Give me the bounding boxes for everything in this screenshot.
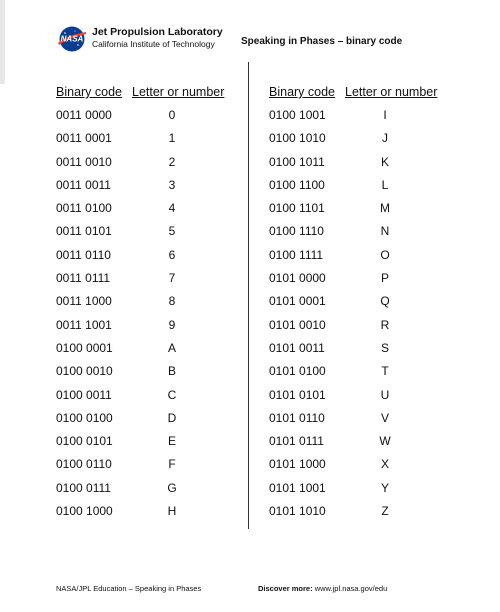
binary-code-cell: 0101 0110 [269, 410, 325, 425]
binary-code-cell: 0100 1000 [56, 504, 113, 519]
letter-number-cell: 5 [168, 224, 176, 239]
binary-code-cell: 0101 0111 [269, 434, 324, 449]
letter-number-cell: W [379, 434, 391, 449]
letter-number-cell: H [167, 504, 177, 519]
footer-credit: NASA/JPL Education – Speaking in Phases [56, 584, 202, 593]
letter-number-cell: 8 [168, 294, 176, 309]
binary-code-cell: 0011 0001 [56, 131, 112, 146]
lab-name: Jet Propulsion Laboratory [92, 26, 223, 38]
binary-code-cell: 0100 0111 [56, 480, 111, 495]
binary-code-cell: 0011 0101 [56, 224, 112, 239]
letter-number-cell: 7 [168, 271, 176, 286]
svg-text:NASA: NASA [60, 34, 84, 44]
binary-code-cell: 0011 0111 [56, 271, 111, 286]
letter-number-cell: A [167, 340, 176, 355]
institute-name: California Institute of Technology [92, 39, 215, 49]
column-divider [248, 62, 249, 529]
binary-code-cell: 0100 0010 [56, 364, 113, 379]
letter-number-cell: F [168, 457, 176, 472]
binary-code-cell: 0100 1110 [269, 224, 324, 239]
binary-code-cell: 0101 1010 [269, 504, 326, 519]
binary-code-cell: 0101 0011 [269, 340, 325, 355]
letter-number-cell: Q [380, 294, 390, 309]
binary-code-cell: 0100 1001 [269, 108, 326, 122]
binary-code-cell: 0100 0100 [56, 410, 113, 425]
binary-code-cell: 0011 1001 [56, 317, 112, 332]
binary-code-cell: 0101 0001 [269, 294, 326, 309]
letter-number-cell: V [380, 410, 389, 425]
letter-number-cell: P [380, 271, 389, 286]
letter-number-cell: U [380, 387, 390, 402]
binary-code-cell: 0101 0101 [269, 387, 326, 402]
binary-code-cell: 0101 0010 [269, 317, 326, 332]
letter-number-cell: 9 [168, 317, 176, 332]
letter-number-cell: N [380, 224, 390, 239]
letter-number-cell: M [380, 201, 390, 216]
letter-number-cell: 2 [168, 154, 176, 169]
binary-code-cell: 0011 0000 [56, 108, 112, 122]
binary-code-cell: 0011 0010 [56, 154, 112, 169]
letter-number-cell: E [167, 434, 176, 449]
binary-code-header: Binary code [269, 85, 336, 99]
letter-number-header: Letter or number [132, 85, 225, 99]
binary-code-cell: 0011 0110 [56, 247, 111, 262]
letter-number-cell: Z [381, 504, 389, 519]
binary-code-cell: 0100 1111 [269, 247, 324, 262]
binary-code-cell: 0101 0000 [269, 271, 326, 286]
binary-code-cell: 0100 0101 [56, 434, 113, 449]
letter-number-cell: T [381, 364, 389, 379]
letter-number-cell: I [383, 108, 387, 122]
binary-code-cell: 0100 1101 [269, 201, 325, 216]
binary-code-cell: 0100 1010 [269, 131, 326, 146]
letter-number-cell: K [380, 154, 389, 169]
letter-number-cell: Y [380, 480, 389, 495]
letter-number-cell: S [380, 340, 389, 355]
letter-number-cell: O [380, 247, 390, 262]
page-edge [0, 0, 5, 84]
binary-code-cell: 0100 1011 [269, 154, 325, 169]
discover-link[interactable]: www.jpl.nasa.gov/edu [314, 584, 388, 593]
document-header [56, 26, 466, 58]
binary-code-cell: 0100 0011 [56, 387, 112, 402]
letter-number-cell: B [167, 364, 176, 379]
letter-number-cell: D [167, 410, 177, 425]
letter-number-header: Letter or number [345, 85, 438, 99]
letter-number-cell: C [167, 387, 177, 402]
binary-code-cell: 0011 0100 [56, 201, 112, 216]
letter-number-cell: 0 [168, 108, 176, 122]
binary-code-header: Binary code [56, 85, 123, 99]
discover-label: Discover more: [258, 584, 313, 593]
letter-number-cell: L [381, 177, 389, 192]
binary-code-cell: 0011 1000 [56, 294, 112, 309]
letter-number-cell: X [380, 457, 389, 472]
letter-number-cell: 6 [168, 247, 176, 262]
binary-code-cell: 0100 1100 [269, 177, 325, 192]
footer-discover [258, 584, 387, 593]
binary-code-cell: 0011 0011 [56, 177, 111, 192]
letter-number-cell: 3 [168, 177, 176, 192]
binary-code-cell: 0100 0001 [56, 340, 113, 355]
letter-number-cell: R [380, 317, 390, 332]
letter-number-cell: G [167, 480, 177, 495]
letter-number-cell: 1 [168, 131, 176, 146]
binary-code-cell: 0101 0100 [269, 364, 326, 379]
binary-code-cell: 0101 1001 [269, 480, 326, 495]
binary-code-cell: 0101 1000 [269, 457, 326, 472]
letter-number-cell: J [382, 131, 388, 146]
page-title: Speaking in Phases – binary code [241, 36, 403, 47]
binary-code-cell: 0100 0110 [56, 457, 112, 472]
nasa-logo [56, 26, 88, 52]
letter-number-cell: 4 [168, 201, 176, 216]
